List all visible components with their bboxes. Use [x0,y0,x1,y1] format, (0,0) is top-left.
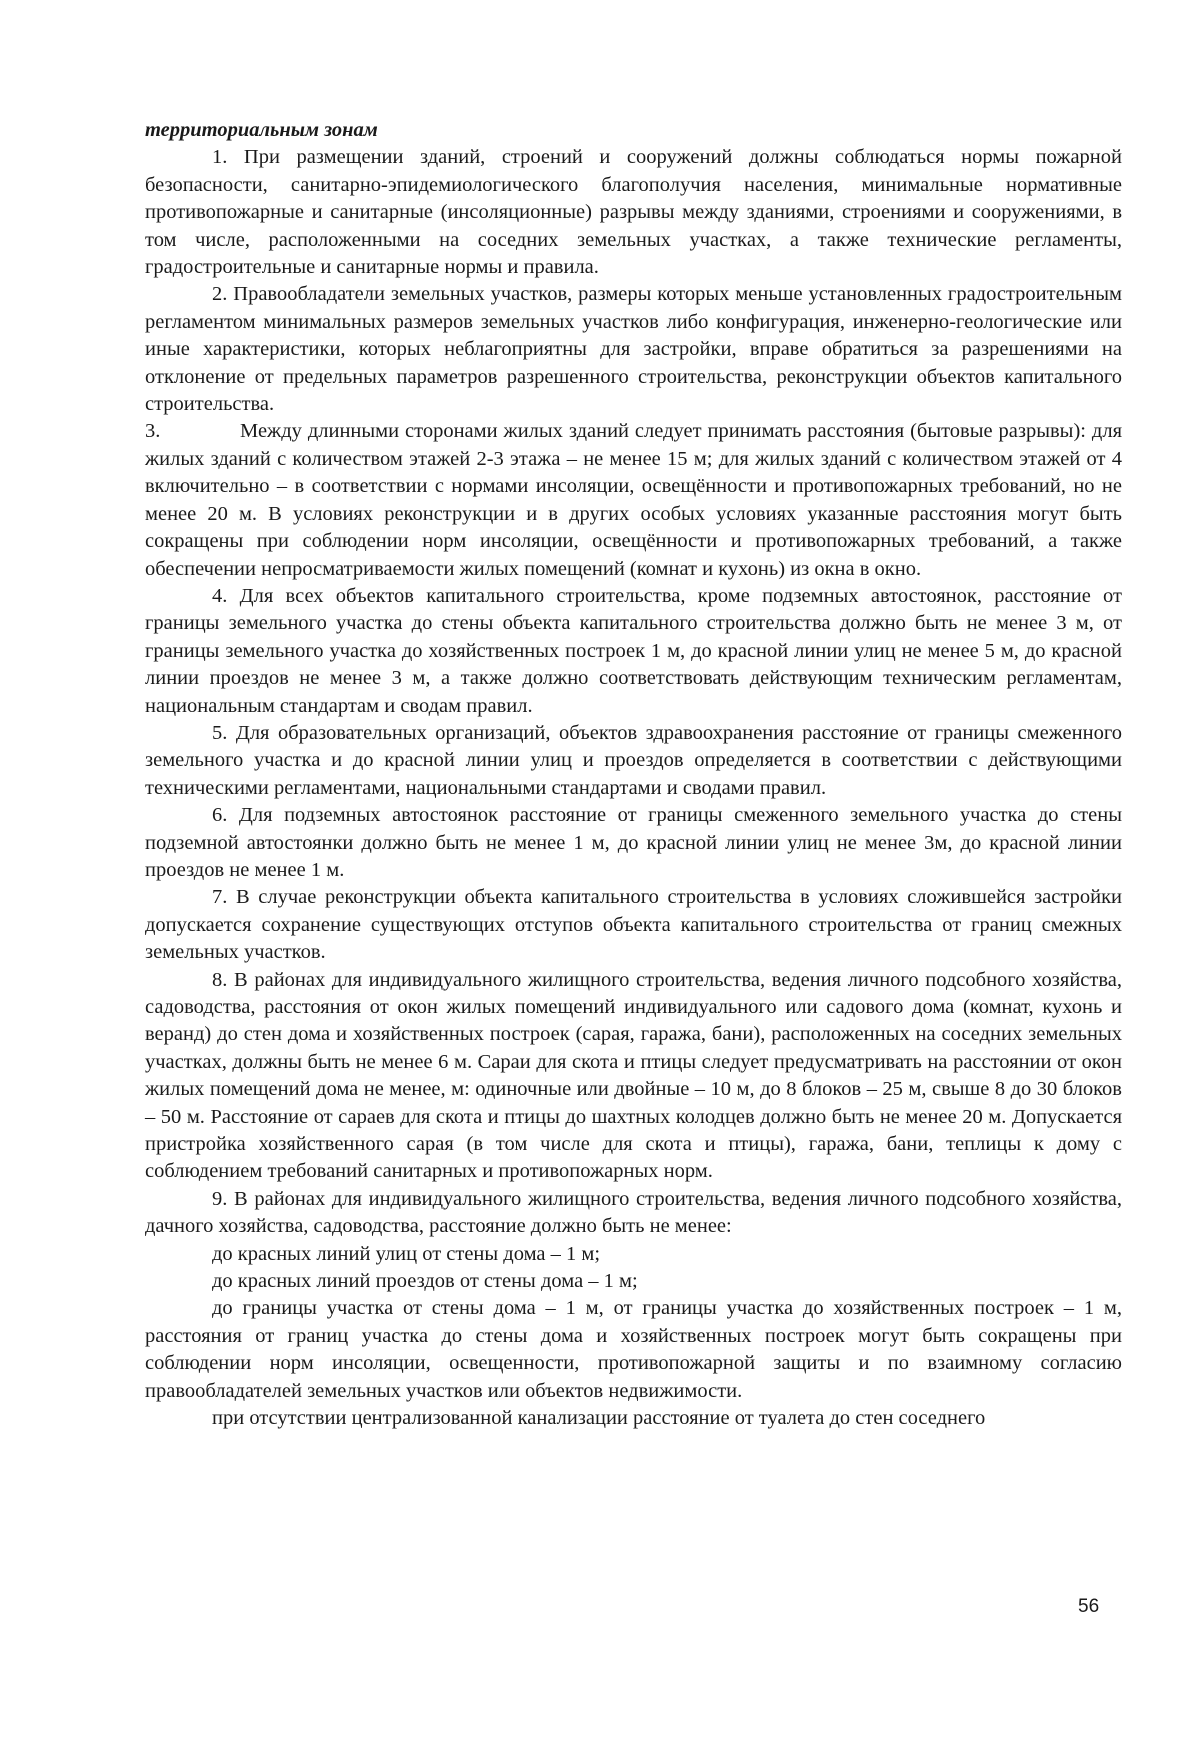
list-item-driveways: до красных линий проездов от стены дома – 1 м; [212,1270,638,1293]
page-number: 56 [1078,1596,1100,1617]
paragraph-8: 8. В районах для индивидуального жилищного строительства, ведения личного подсобного хозяйства, садоводства, расстояния от окон жилых помещений индивидуального или садового дома (комнат, кухонь и веранд) до стен дома и хозяйственных построек (сарая, гаража, бани), расположенных на соседних земельных участках, должны быть не менее 6 м. Сараи для скота и птицы следует предусматривать на расстоянии от окон жилых помещений дома не менее, м: одиночные или двойные – 10 м, до 8 блоков – 25 м, свыше 8 до 30 блоков – 50 м. Расстояние от сараев для скота и птицы до шахтных колодцев должно быть не менее 20 м. Допускается пристройка хозяйственного сарая (в том числе для скота и птицы), гаража, бани, теплицы к дому с соблюдением требований санитарных и противопожарных норм. [145,968,1122,1183]
paragraph-3-number: 3. [145,420,161,443]
paragraph-3 [145,418,1122,582]
paragraph-1: 1. При размещении зданий, строений и сооружений должны соблюдаться нормы пожарной безопасности, санитарно-эпидемиологического благополучия населения, минимальные нормативные противопожарные и санитарные (инсоляционные) разрывы между зданиями, строениями и сооружениями, в том числе, расположенными на соседних земельных участках, а также технические регламенты, градостроительные и санитарные нормы и правила. [145,146,1122,279]
list-item-streets: до красных линий улиц от стены дома – 1 м; [212,1242,601,1265]
paragraph-9: 9. В районах для индивидуального жилищного строительства, ведения личного подсобного хозяйства, дачного хозяйства, садоводства, расстояние должно быть не менее: [145,1187,1122,1238]
paragraph-2: 2. Правообладатели земельных участков, размеры которых меньше установленных градостроительным регламентом минимальных размеров земельных участков либо конфигурация, инженерно-геологические или иные характеристики, которых неблагоприятны для застройки, вправе обратиться за разрешениями на отклонение от предельных параметров разрешенного строительства, реконструкции объектов капитального строительства. [145,283,1122,416]
paragraph-5: 5. Для образовательных организаций, объектов здравоохранения расстояние от границы смеженного земельного участка и до красной линии улиц и проездов определяется в соответствии с действующими техническими регламентами, национальными стандартами и сводами правил. [145,721,1122,799]
list-item-boundary: до границы участка от стены дома – 1 м, от границы участка до хозяйственных построек – 1 м, расстояния от границ участка до стены дома и хозяйственных построек могут быть сокращены при соблюдении норм инсоляции, освещенности, противопожарной защиты и по взаимному согласию правообладателей земельных участков или объектов недвижимости. [145,1297,1122,1402]
section-heading: территориальным зонам [145,119,378,141]
paragraph-4: 4. Для всех объектов капитального строительства, кроме подземных автостоянок, расстояние от границы земельного участка до стены объекта капитального строительства должно быть не менее 3 м, от границы земельного участка до хозяйственных построек 1 м, до красной линии улиц не менее 5 м, до красной линии проездов не менее 3 м, а также должно соответствовать действующим техническим регламентам, национальным стандартам и сводам правил. [145,584,1122,717]
document-page [145,117,1122,1433]
list-item-toilet: при отсутствии централизованной канализации расстояние от туалета до стен соседнего [212,1407,986,1430]
paragraph-6: 6. Для подземных автостоянок расстояние от границы смеженного земельного участка до стены подземной автостоянки должно быть не менее 1 м, до красной линии улиц не менее 3м, до красной линии проездов не менее 1 м. [145,804,1122,881]
paragraph-7: 7. В случае реконструкции объекта капитального строительства в условиях сложившейся застройки допускается сохранение существующих отступов объекта капитального строительства от границ смежных земельных участков. [145,886,1122,964]
paragraph-3-text: Между длинными сторонами жилых зданий следует принимать расстояния (бытовые разрывы): для жилых зданий с количеством этажей 2-3 этажа – не менее 15 м; для жилых зданий с количеством этажей от 4 включительно – в соответствии с нормами инсоляции, освещённости и противопожарных требований, но не менее 20 м. В условиях реконструкции и в других особых условиях указанные расстояния могут быть сокращены при соблюдении норм инсоляции, освещённости и противопожарных требований, а также обеспечении непросматриваемости жилых помещений (комнат и кухонь) из окна в окно. [145,420,1122,580]
